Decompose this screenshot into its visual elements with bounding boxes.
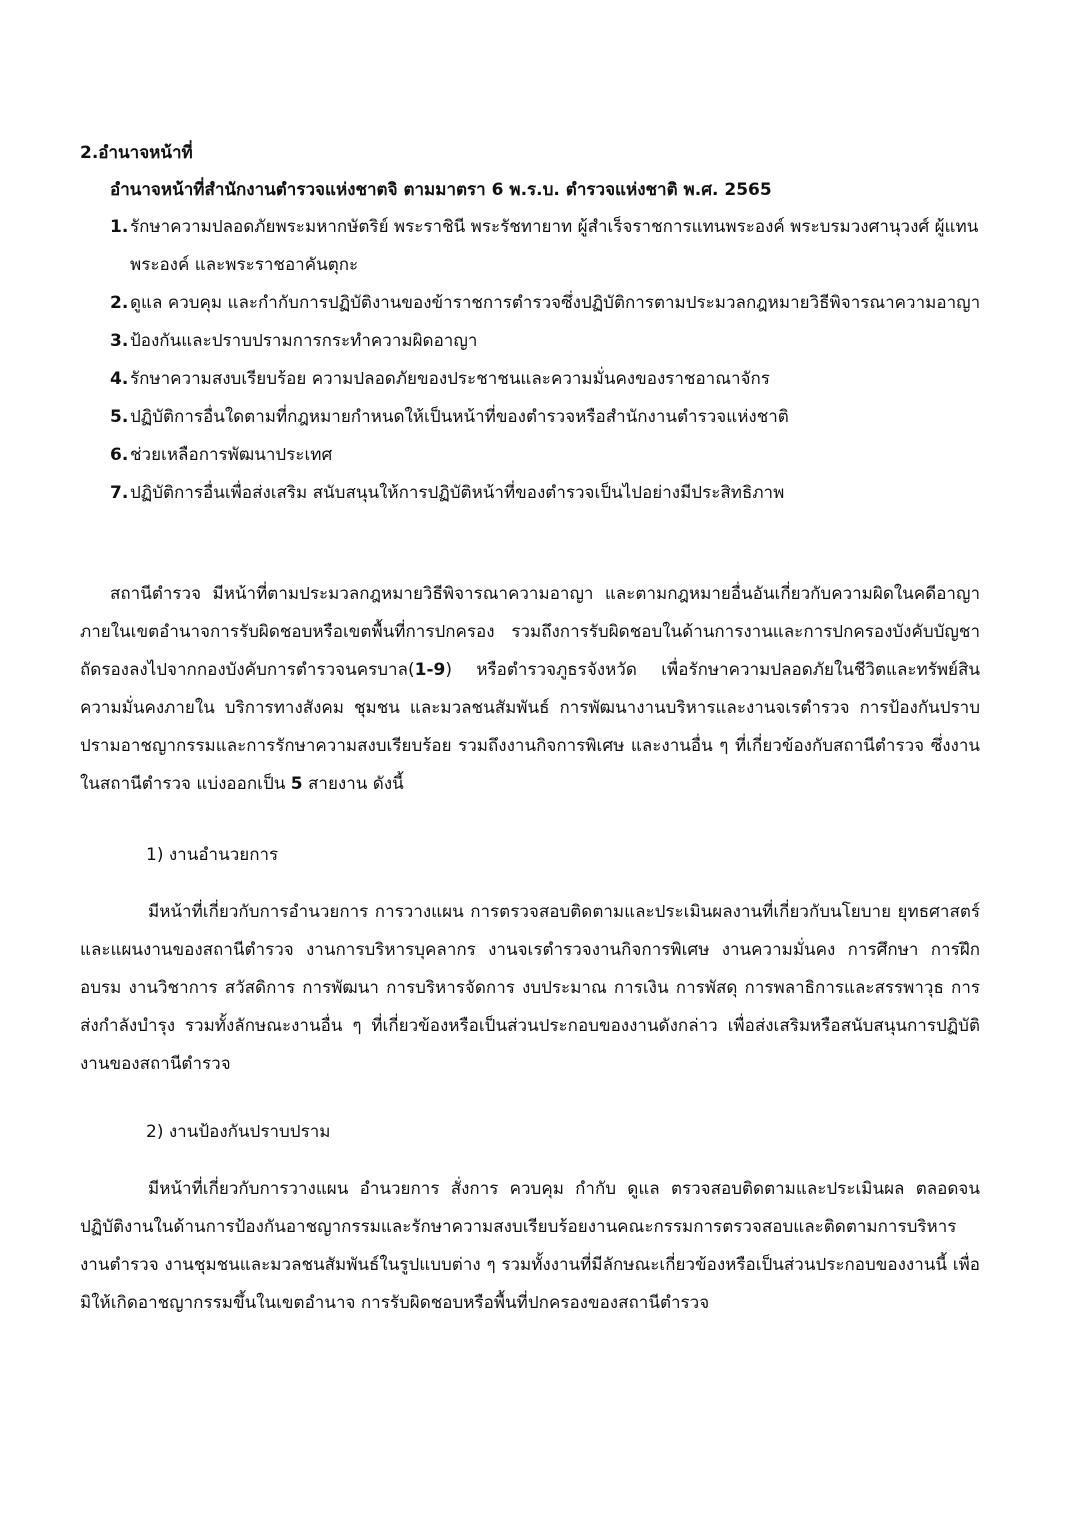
duty-text: ดูแล ควบคุม และกำกับการปฏิบัติงานของข้าราชการตำรวจซึ่งปฏิบัติการตามประมวลกฎหมายวิธีพิจารณาความอาญา [130,293,981,313]
section-title-prevention: 2) งานป้องกันปราบปราม [146,1122,331,1142]
intro-text: สถานีตำรวจ มีหน้าที่ตามประมวลกฎหมายวิธีพิจารณาความอาญา และตามกฎหมายอื่นอันเกี่ยวกับความผิดในคดีอาญาภายในเขตอำนาจการรับผิดชอบหรือเขตพื้นที่การปกครอง รวมถึงการรับผิดชอบในด้านการงานและการปกครองบังคับบัญชาถัดรองลงไปจากกองบังคับการตำรวจนครบาล( [80,584,980,680]
intro-paragraph [80,575,980,803]
duty-number: 5. [110,407,129,427]
bureau-range: 1-9 [414,660,446,680]
duty-number: 1. [110,217,129,237]
duty-text: รักษาความปลอดภัยพระมหากษัตริย์ พระราชินี พระรัชทายาท ผู้สำเร็จราชการแทนพระองค์ พระบรมวงศานุวงศ์ ผู้แทนพระองค์ และพระราชอาคันตุกะ [130,217,979,275]
duty-text: ปฏิบัติการอื่นใดตามที่กฎหมายกำหนดให้เป็นหน้าที่ของตำรวจหรือสำนักงานตำรวจแห่งชาติ [130,407,789,427]
duty-item [110,360,990,398]
duties-list [110,208,990,512]
duty-item [110,436,990,474]
duty-number: 2. [110,293,129,313]
section-body-admin: มีหน้าที่เกี่ยวกับการอำนวยการ การวางแผน การตรวจสอบติดตามและประเมินผลงานที่เกี่ยวกับนโยบาย ยุทธศาสตร์ และแผนงานของสถานีตำรวจ งานการบริหารบุคลากร งานจเรตำรวจงานกิจการพิเศษ งานความมั่นคง การศึกษา การฝึกอบรม งานวิชาการ สวัสดิการ การพัฒนา การบริหารจัดการ งบประมาณ การเงิน การพัสดุ การพลาธิการและสรรพาวุธ การส่งกำลังบำรุง รวมทั้งลักษณะงานอื่น ๆ ที่เกี่ยวข้องหรือเป็นส่วนประกอบของงานดังกล่าว เพื่อส่งเสริมหรือสนับสนุนการปฏิบัติงานของสถานีตำรวจ [80,902,980,1074]
duty-text: ป้องกันและปราบปรามการกระทำความผิดอาญา [130,331,478,351]
duty-item [110,284,990,322]
section-count: 5 [290,774,303,794]
duty-text: ช่วยเหลือการพัฒนาประเทศ [130,445,333,465]
duty-text: ปฏิบัติการอื่นเพื่อส่งเสริม สนับสนุนให้การปฏิบัติหน้าที่ของตำรวจเป็นไปอย่างมีประสิทธิภาพ [130,483,785,503]
duty-number: 6. [110,445,129,465]
duty-item [110,208,990,284]
section-body-prevention: มีหน้าที่เกี่ยวกับการวางแผน อำนวยการ สั่งการ ควบคุม กำกับ ดูแล ตรวจสอบติดตามและประเมินผล ตลอดจนปฏิบัติงานในด้านการป้องกันอาชญากรรมและรักษาความสงบเรียบร้อยงานคณะกรรมการตรวจสอบและติดตามการบริหารงานตำรวจ งานชุมชนและมวลชนสัมพันธ์ในรูปแบบต่าง ๆ รวมทั้งงานที่มีลักษณะเกี่ยวข้องหรือเป็นส่วนประกอบของงานนี้ เพื่อมิให้เกิดอาชญากรรมขึ้นในเขตอำนาจ การรับผิดชอบหรือพื้นที่ปกครองของสถานีตำรวจ [80,1179,980,1313]
duty-number: 4. [110,369,129,389]
duty-number: 3. [110,331,129,351]
section-heading: 2.อำนาจหน้าที่ [80,143,193,163]
duty-number: 7. [110,483,129,503]
duty-item [110,474,990,512]
duties-subheading: อำนาจหน้าที่สำนักงานตำรวจแห่งชาตจิ ตามมาตรา 6 พ.ร.บ. ตำรวจแห่งชาติ พ.ศ. 2565 [110,180,772,200]
duty-item [110,322,990,360]
intro-text: สายงาน ดังนี้ [302,774,404,794]
duty-text: รักษาความสงบเรียบร้อย ความปลอดภัยของประชาชนและความมั่นคงของราชอาณาจักร [130,369,770,389]
duty-item [110,398,990,436]
section-title-admin: 1) งานอำนวยการ [146,845,279,865]
intro-text: ) หรือตำรวจภูธรจังหวัด เพื่อรักษาความปลอดภัยในชีวิตและทรัพย์สิน ความมั่นคงภายใน บริการทางสังคม ชุมชน และมวลชนสัมพันธ์ การพัฒนางานบริหารและงานจเรตำรวจ การป้องกันปราบปรามอาชญากรรมและการรักษาความสงบเรียบร้อย รวมถึงงานกิจการพิเศษ และงานอื่น ๆ ที่เกี่ยวข้องกับสถานีตำรวจ ซึ่งงานในสถานีตำรวจ แบ่งออกเป็น [80,660,980,794]
